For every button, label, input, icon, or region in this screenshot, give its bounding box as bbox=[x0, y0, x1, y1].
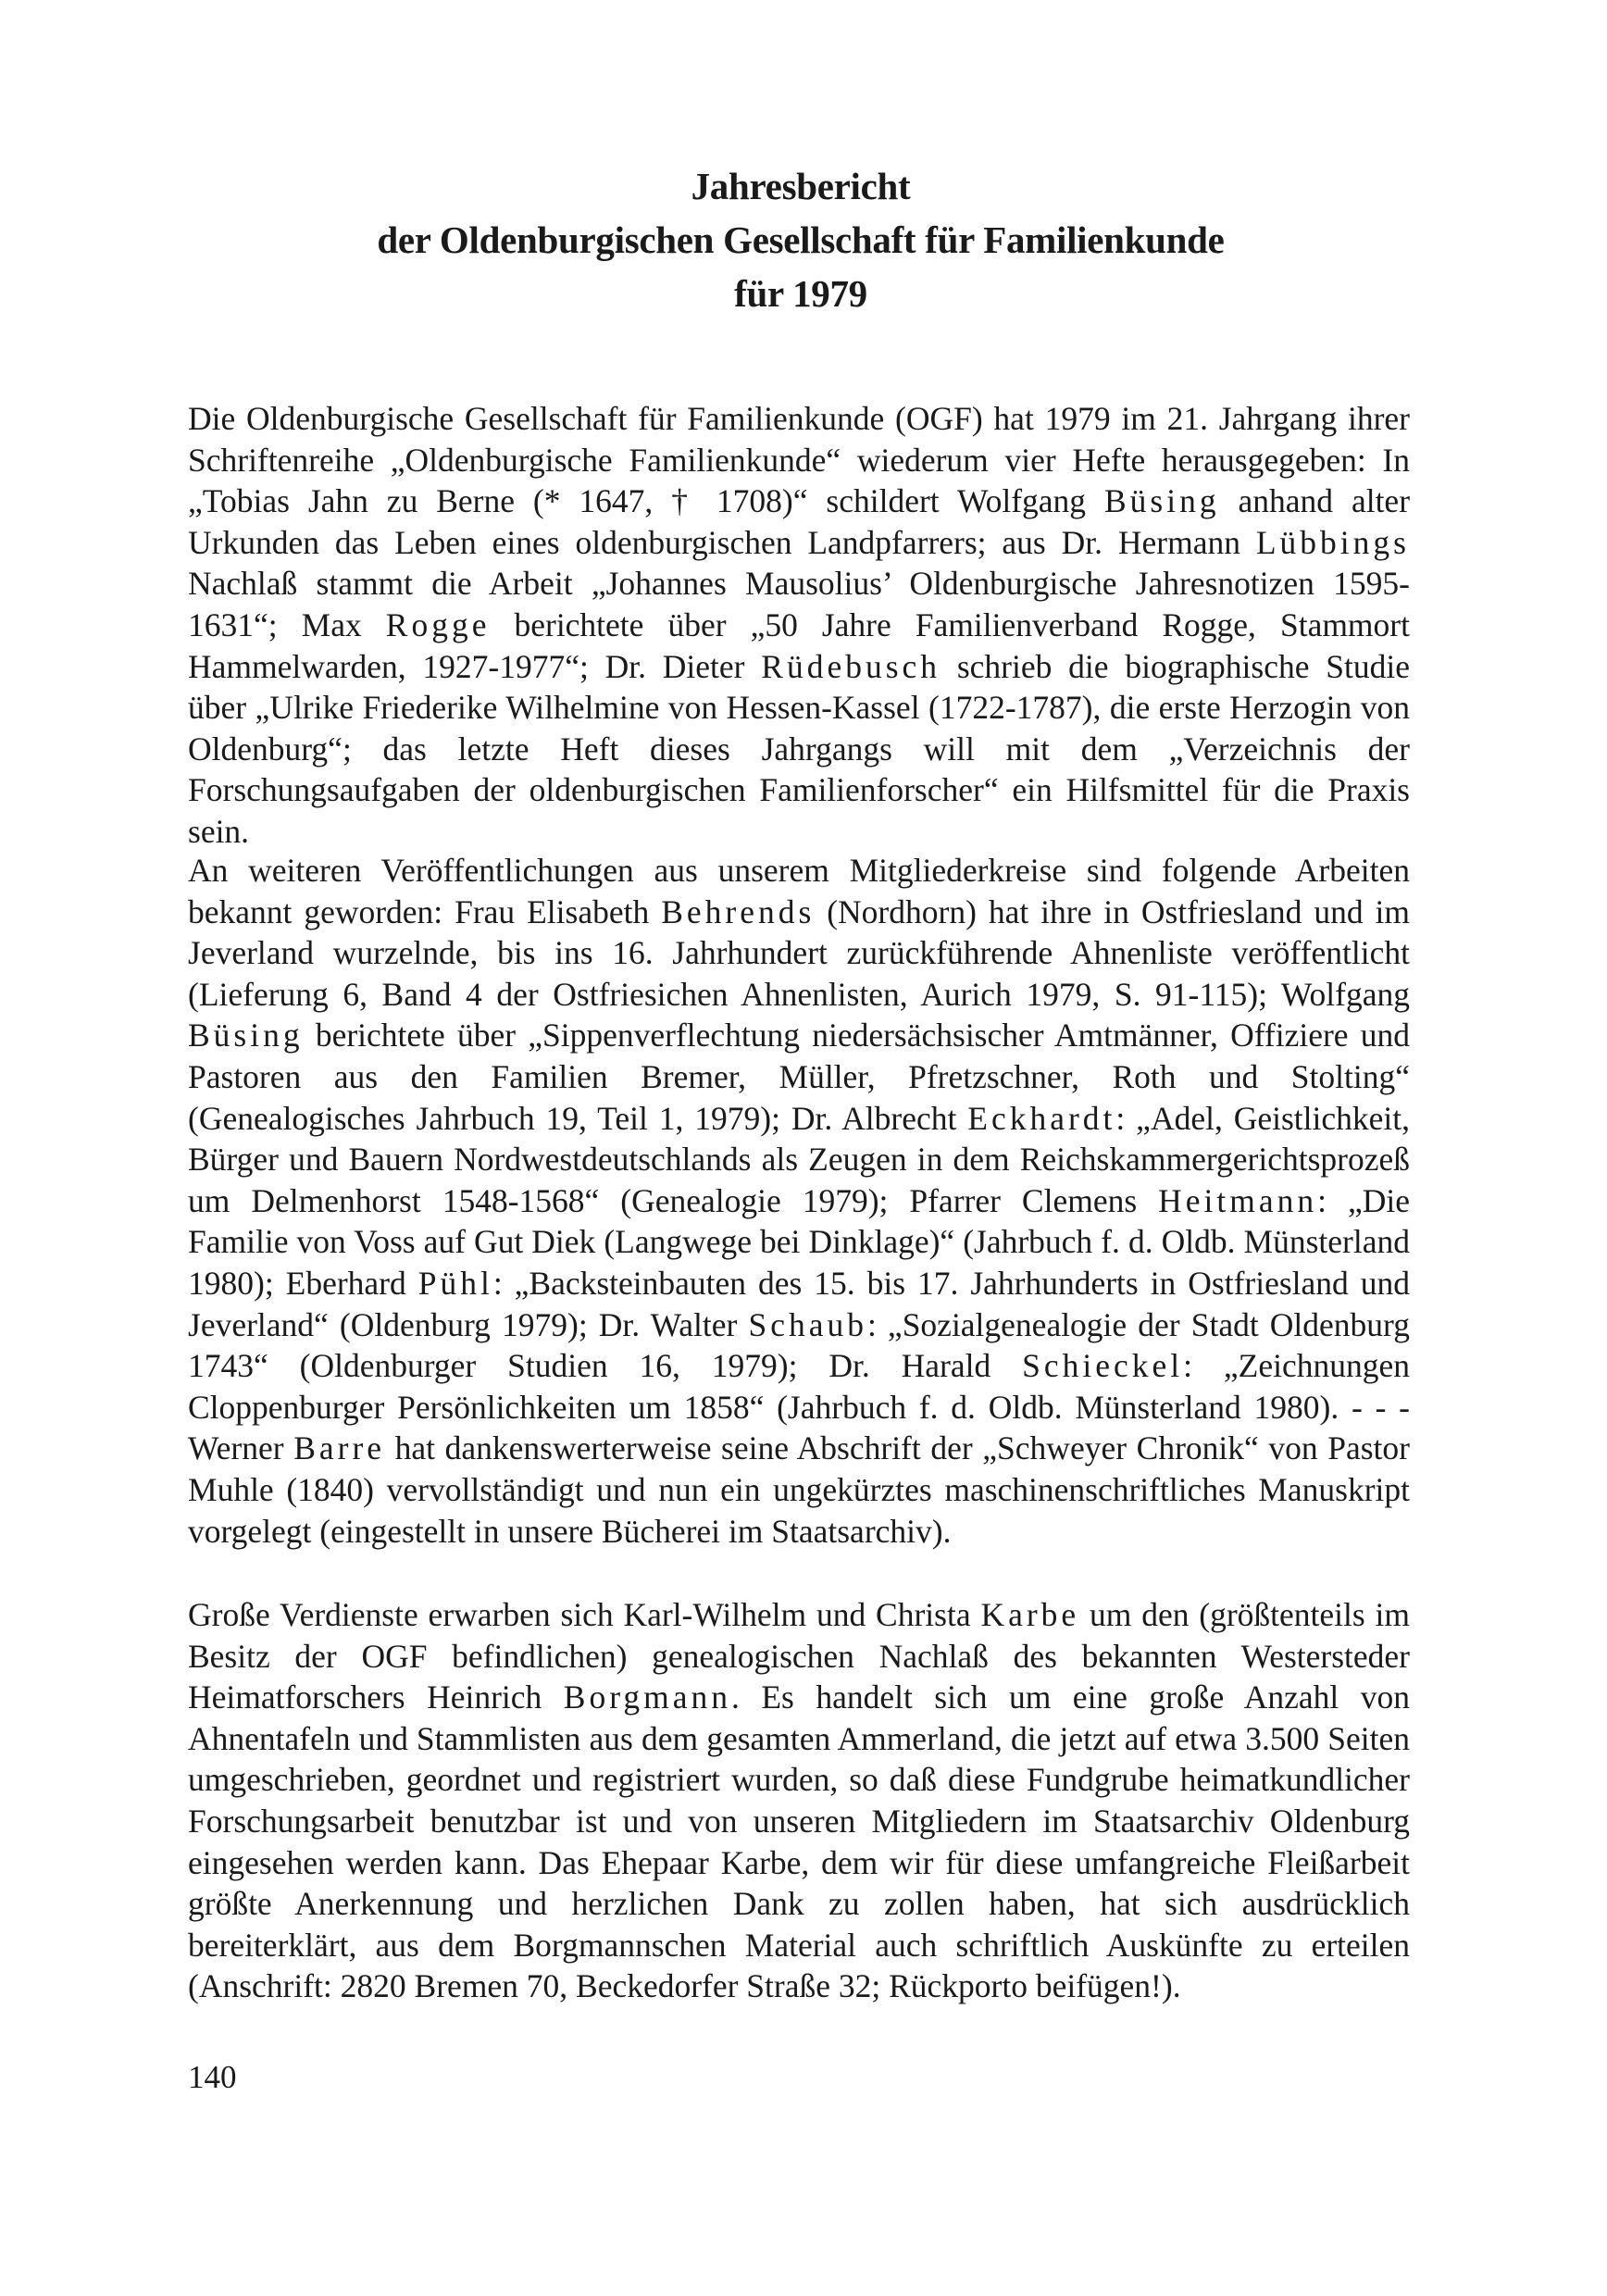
text-segment: um den (größtenteils im Besitz der OGF befindlichen) genealogischen Nachlaß des bekannten Westersteder Heimatforschers Heinrich bbox=[188, 1596, 1410, 1716]
text-segment: Große Verdienste erwarben sich Karl-Wilhelm und Christa bbox=[188, 1596, 981, 1633]
text-segment: An weiteren Veröffentlichungen aus unserem Mitgliederkreise sind folgende Arbeiten bekannt geworden: Frau Elisabeth bbox=[188, 852, 1410, 930]
spaced-name: Behrends bbox=[661, 892, 816, 930]
spaced-name: Borgmann bbox=[563, 1678, 731, 1716]
text-segment: (Nordhorn) hat ihre in Ostfriesland und im Jeverland wurzelnde, bis ins 16. Jahrhundert zurückführende Ahnenliste veröffentlicht (Lieferung 6, Band 4 der Ostfriesichen Ahnenlisten, Aurich 1979, S. 91-115); Wolfgang bbox=[188, 892, 1411, 1013]
text-segment: : „Die Familie von Voss auf Gut Diek (Langwege bei Dinklage)“ (Jahrbuch f. d. Oldb. Münsterland 1980); Eberhard bbox=[188, 1181, 1410, 1302]
spaced-name: Schieckel bbox=[1022, 1347, 1184, 1385]
spaced-name: Pühl bbox=[417, 1264, 493, 1302]
spaced-name: Heitmann bbox=[1158, 1181, 1318, 1219]
text-segment: hat dankenswerterweise seine Abschrift der „Schweyer Chronik“ von Pastor Muhle (1840) vervollständigt und nun ein ungekürztes maschinenschriftliches Manuskript vorgelegt (eingestellt in unsere Bücherei im Staatsarchiv). bbox=[188, 1429, 1410, 1550]
page-number: 140 bbox=[188, 2059, 237, 2095]
title-line-3: für 1979 bbox=[734, 272, 867, 315]
spaced-name: Barre bbox=[293, 1429, 386, 1467]
title-line-1: Jahresbericht bbox=[691, 165, 911, 207]
paragraph-2 bbox=[188, 850, 1410, 1552]
text-segment: anhand alter Urkunden das Leben eines oldenburgischen Landpfarrers; aus Dr. Hermann bbox=[188, 482, 1411, 561]
title-line-2: der Oldenburgischen Gesellschaft für Familienkunde bbox=[377, 218, 1225, 261]
paragraph-1 bbox=[188, 398, 1410, 853]
text-segment: Die Oldenburgische Gesellschaft für Familienkunde (OGF) hat 1979 im 21. Jahrgang ihrer Schriftenreihe „Oldenburgische Familienkunde“ wiederum vier Hefte herausgegeben: In „Tobias Jahn zu Berne (* 1647, † 1708)“ schildert Wolfgang bbox=[188, 400, 1410, 520]
spaced-name: Eckhardt bbox=[967, 1099, 1116, 1137]
spaced-name: Rüdebusch bbox=[761, 647, 941, 685]
text-segment: . Es handelt sich um eine große Anzahl von Ahnentafeln und Stammlisten aus dem gesamten Ammerland, die jetzt auf etwa 3.500 Seiten umgeschrieben, geordnet und registriert wurden, so daß diese Fundgrube heimatkundlicher Forschungsarbeit benutzbar ist und von unseren Mitgliedern im Staatsarchiv Oldenburg eingesehen werden kann. Das Ehepaar Karbe, dem wir für diese umfangreiche Fleißarbeit größte Anerkennung und herzlichen Dank zu zollen haben, hat sich ausdrücklich bereiterklärt, aus dem Borgmannschen Material auch schriftlich Auskünfte zu erteilen (Anschrift: 2820 Bremen 70, Beckedorfer Straße 32; Rückporto beifügen!). bbox=[188, 1678, 1411, 2005]
text-segment: schrieb die biographische Studie über „Ulrike Friederike Wilhelmine von Hessen-Kassel (1722-1787), die erste Herzogin von Oldenburg“; das letzte Heft dieses Jahrgangs will mit dem „Verzeichnis der Forschungsaufgaben der oldenburgischen Familienforscher“ ein Hilfsmittel für die Praxis sein. bbox=[188, 647, 1410, 850]
report-title bbox=[185, 159, 1416, 320]
text-segment: : „Adel, Geistlichkeit, Bürger und Bauern Nordwestdeutschlands als Zeugen in dem Reichskammergerichtsprozeß um Delmenhorst 1548-1568“ (Genealogie 1979); Pfarrer Clemens bbox=[188, 1099, 1410, 1219]
spaced-name: Schaub bbox=[748, 1305, 867, 1343]
spaced-name: Lübbings bbox=[1255, 523, 1410, 561]
spaced-name: Büsing bbox=[188, 1017, 304, 1054]
text-segment: : „Sozialgenealogie der Stadt Oldenburg 1743“ (Oldenburger Studien 16, 1979); Dr. Harald bbox=[188, 1305, 1410, 1385]
text-segment: : „Zeichnungen Cloppenburger Persönlichkeiten um 1858“ (Jahrbuch f. d. Oldb. Münsterland 1980). - - - Werner bbox=[188, 1347, 1410, 1467]
spaced-name: Rogge bbox=[385, 605, 491, 643]
spaced-name: Büsing bbox=[1103, 482, 1220, 520]
text-segment: : „Backsteinbauten des 15. bis 17. Jahrhunderts in Ostfriesland und Jeverland“ (Oldenburg 1979); Dr. Walter bbox=[188, 1264, 1410, 1343]
text-segment: Nachlaß stammt die Arbeit „Johannes Mausolius’ Oldenburgische Jahresnotizen 1595-1631“; Max bbox=[188, 565, 1410, 643]
text-segment: berichtete über „50 Jahre Familienverband Rogge, Stammort Hammelwarden, 1927-1977“; Dr. Dieter bbox=[188, 605, 1410, 685]
spaced-name: Karbe bbox=[980, 1596, 1080, 1633]
text-segment: berichtete über „Sippenverflechtung niedersächsischer Amtmänner, Offiziere und Pastoren aus den Familien Bremer, Müller, Pfretzschner, Roth und Stolting“ (Genealogisches Jahrbuch 19, Teil 1, 1979); Dr. Albrecht bbox=[188, 1017, 1410, 1137]
paragraph-3 bbox=[188, 1594, 1410, 2007]
